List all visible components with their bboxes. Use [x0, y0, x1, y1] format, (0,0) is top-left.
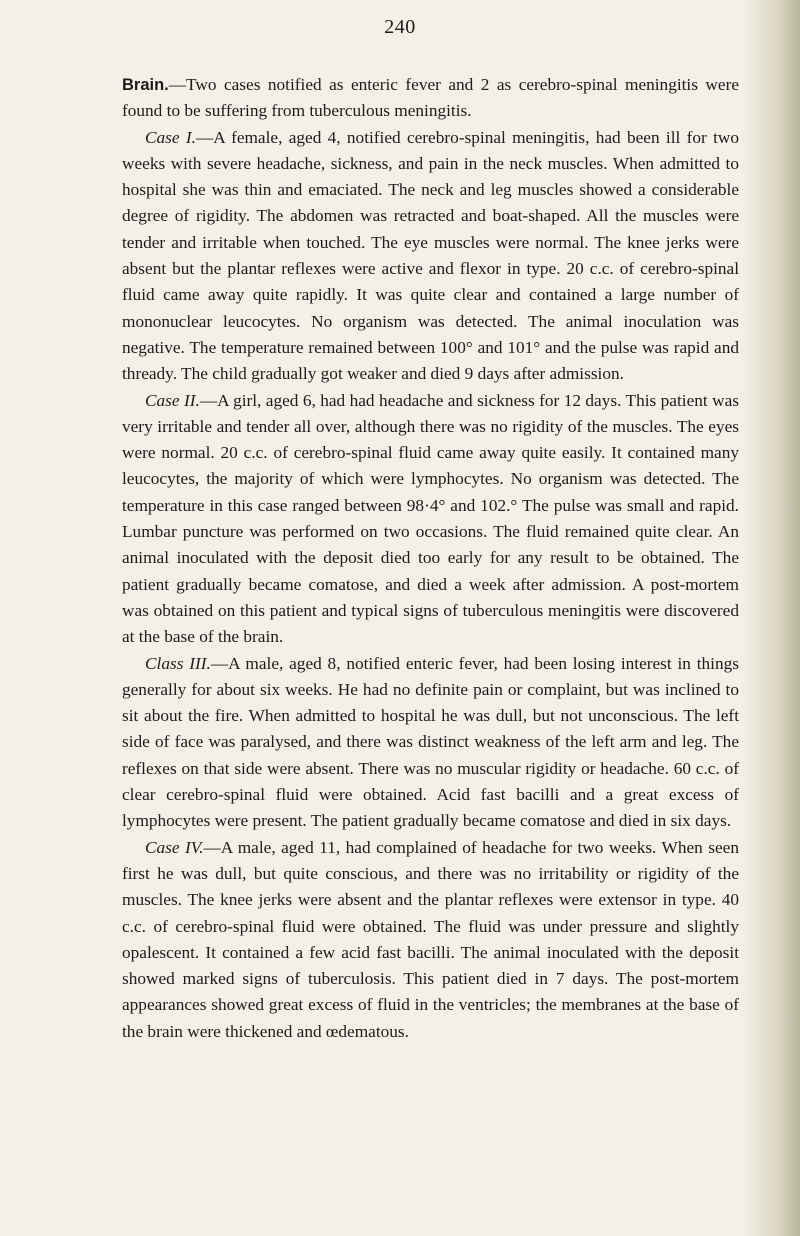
case-title: Class III. — [145, 653, 211, 673]
case-paragraph — [122, 651, 739, 835]
case-paragraph — [122, 125, 739, 388]
case-title: Case IV. — [145, 837, 204, 857]
section-heading: Brain. — [122, 76, 169, 94]
intro-text: —Two cases notified as enteric fever and 2 as cerebro-spinal meningitis were found to be suffering from tuberculous meningitis. — [122, 75, 739, 121]
case-text: —A male, aged 11, had complained of headache for two weeks. When seen first he was dull, but quite conscious, and there was no irritability or rigidity of the muscles. The knee jerks were absent and the plantar reflexes were extensor in type. 40 c.c. of cerebro-spinal fluid were obtained. The fluid was under pressure and slightly opalescent. It contained a few acid fast bacilli. The animal inoculated with the deposit showed marked signs of tuberculosis. This patient died in 7 days. The post-mortem appearances showed great excess of fluid in the ventricles; the membranes at the base of the brain were thickened and œdematous. — [122, 837, 739, 1041]
page-edge-shadow — [740, 0, 800, 1236]
page-number: 240 — [384, 16, 416, 38]
case-paragraph — [122, 388, 739, 651]
case-paragraph — [122, 835, 739, 1045]
body-text — [122, 72, 739, 1045]
case-text: —A female, aged 4, notified cerebro-spinal meningitis, had been ill for two weeks with severe headache, sickness, and pain in the neck muscles. When admitted to hospital she was thin and emaciated. The neck and leg muscles showed a considerable degree of rigidity. The abdomen was retracted and boat-shaped. All the muscles were tender and irritable when touched. The eye muscles were normal. The knee jerks were absent but the plantar reflexes were active and flexor in type. 20 c.c. of cerebro-spinal fluid came away quite rapidly. It was quite clear and contained a large number of mononuclear leucocytes. No organism was detected. The animal inoculation was negative. The temperature remained between 100° and 101° and the pulse was rapid and thready. The child gradually got weaker and died 9 days after admission. — [122, 127, 739, 384]
intro-paragraph — [122, 72, 739, 125]
case-text: —A male, aged 8, notified enteric fever, had been losing interest in things generally for about six weeks. He had no definite pain or complaint, but was inclined to sit about the fire. When admitted to hospital he was dull, but not unconscious. The left side of face was paralysed, and there was distinct weakness of the left arm and leg. The reflexes on that side were absent. There was no muscular rigidity or headache. 60 c.c. of clear cerebro-spinal fluid were obtained. Acid fast bacilli and a great excess of lymphocytes were present. The patient gradually became comatose and died in six days. — [122, 653, 739, 831]
case-title: Case II. — [145, 390, 200, 410]
case-text: —A girl, aged 6, had had headache and sickness for 12 days. This patient was very irritable and tender all over, although there was no rigidity of the muscles. The eyes were normal. 20 c.c. of cerebro-spinal fluid came away quite easily. It contained many leucocytes, the majority of which were lymphocytes. No organism was detected. The temperature in this case ranged between 98·4° and 102.° The pulse was small and rapid. Lumbar puncture was performed on two occasions. The fluid remained quite clear. An animal inoculated with the deposit died too early for any result to be obtained. The patient gradually became comatose, and died a week after admission. A post-mortem was obtained on this patient and typical signs of tuberculous meningitis were discovered at the base of the brain. — [122, 390, 739, 647]
case-title: Case I. — [145, 127, 196, 147]
